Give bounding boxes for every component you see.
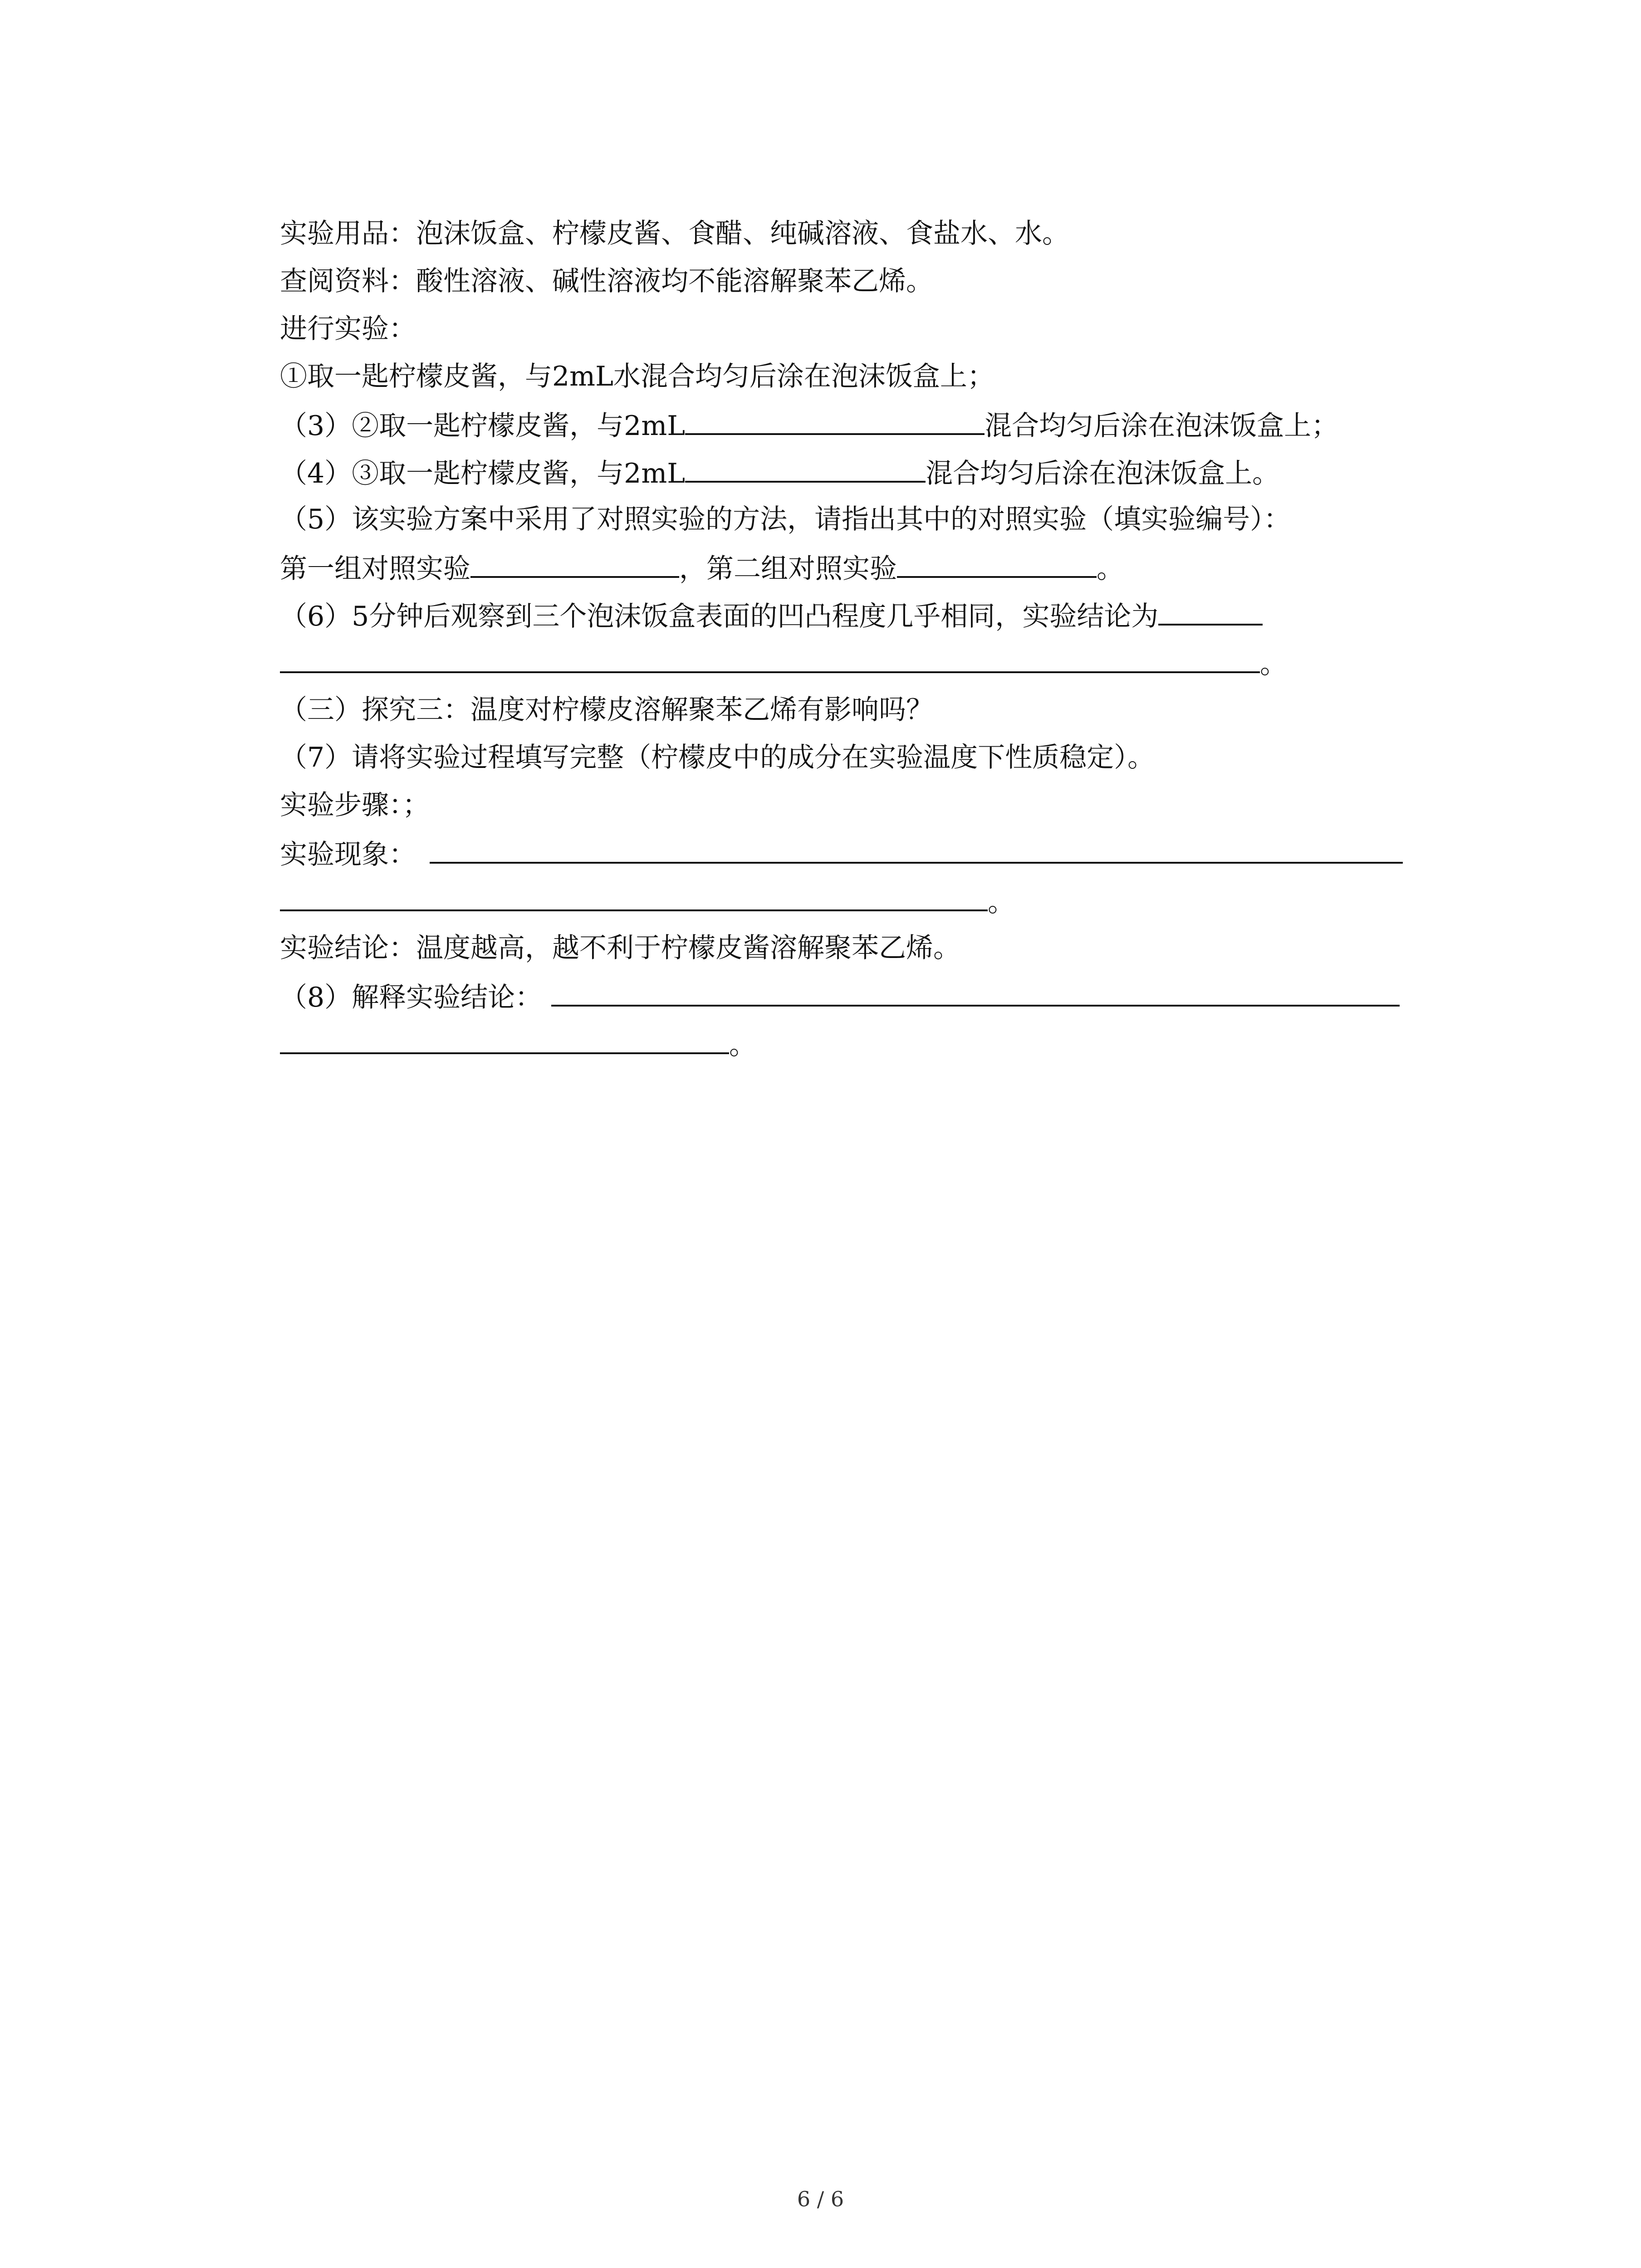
experiment-phenomenon-line — [280, 835, 1403, 873]
question-6-line — [280, 596, 1263, 635]
control-group-2-label: ，第二组对照实验 — [679, 553, 897, 585]
step-1-line — [280, 358, 994, 395]
question-8-label: （8）解释实验结论： — [280, 982, 543, 1013]
experiment-conclusion-text: 实验结论：温度越高，越不利于柠檬皮酱溶解聚苯乙烯。 — [280, 932, 960, 964]
control-group-1-blank[interactable] — [470, 549, 679, 578]
question-4-text-end: 混合均匀后涂在泡沫饭盒上。 — [926, 458, 1280, 489]
reference-text: 查阅资料：酸性溶液、碱性溶液均不能溶解聚苯乙烯。 — [280, 265, 933, 297]
experiment-conclusion-line — [280, 930, 960, 966]
procedure-heading-text: 进行实验： — [280, 313, 416, 345]
question-4-answer-blank[interactable] — [685, 454, 926, 483]
experiment-phenomenon-label: 实验现象： — [280, 839, 416, 870]
question-7-text: （7）请将实验过程填写完整（柠檬皮中的成分在实验温度下性质稳定）。 — [280, 742, 1155, 773]
procedure-heading — [280, 311, 416, 347]
question-6-end: 。 — [1260, 648, 1287, 680]
section-3-heading — [280, 692, 933, 728]
question-6-blank-continued[interactable] — [280, 644, 1260, 673]
question-6-blank-start[interactable] — [1158, 596, 1263, 626]
control-groups-end: 。 — [1097, 553, 1124, 585]
question-6-text: （6）5分钟后观察到三个泡沫饭盒表面的凹凸程度几乎相同，实验结论为 — [280, 601, 1159, 632]
control-groups-line — [280, 549, 1124, 587]
reference-line — [280, 263, 933, 299]
experiment-steps-line — [280, 787, 430, 823]
question-3-text: （3）②取一匙柠檬皮酱，与2mL — [280, 410, 686, 442]
materials-line — [280, 215, 1069, 252]
question-8-blank-continued[interactable] — [280, 1025, 729, 1054]
question-3-answer-blank[interactable] — [685, 406, 985, 435]
question-3-text-end: 混合均匀后涂在泡沫饭盒上； — [985, 410, 1339, 442]
experiment-phenomenon-continuation — [280, 882, 1015, 920]
question-6-continuation — [280, 644, 1287, 682]
question-8-end: 。 — [729, 1029, 756, 1061]
section-3-heading-text: （三）探究三：温度对柠檬皮溶解聚苯乙烯有影响吗？ — [280, 694, 933, 726]
question-5-line — [280, 501, 1291, 538]
question-4-text: （4）③取一匙柠檬皮酱，与2mL — [280, 458, 686, 489]
question-4-line — [280, 454, 1279, 492]
question-7-line — [280, 739, 1155, 776]
experiment-phenomenon-end: 。 — [988, 886, 1015, 918]
materials-text: 实验用品：泡沫饭盒、柠檬皮酱、食醋、纯碱溶液、食盐水、水。 — [280, 218, 1069, 249]
control-group-1-label: 第一组对照实验 — [280, 553, 470, 585]
experiment-steps-text: 实验步骤：； — [280, 789, 430, 821]
step-1-text: ①取一匙柠檬皮酱，与2mL水混合均匀后涂在泡沫饭盒上； — [280, 361, 994, 392]
question-3-line — [280, 406, 1338, 444]
question-8-blank[interactable] — [551, 978, 1400, 1007]
page-number: 6 / 6 — [797, 2187, 844, 2211]
question-5-text: （5）该实验方案中采用了对照实验的方法，请指出其中的对照实验（填实验编号）： — [280, 503, 1291, 535]
experiment-phenomenon-blank[interactable] — [430, 835, 1403, 864]
experiment-phenomenon-blank-continued[interactable] — [280, 882, 988, 911]
question-8-continuation — [280, 1025, 756, 1063]
control-group-2-blank[interactable] — [897, 549, 1097, 578]
question-8-line — [280, 978, 1400, 1016]
